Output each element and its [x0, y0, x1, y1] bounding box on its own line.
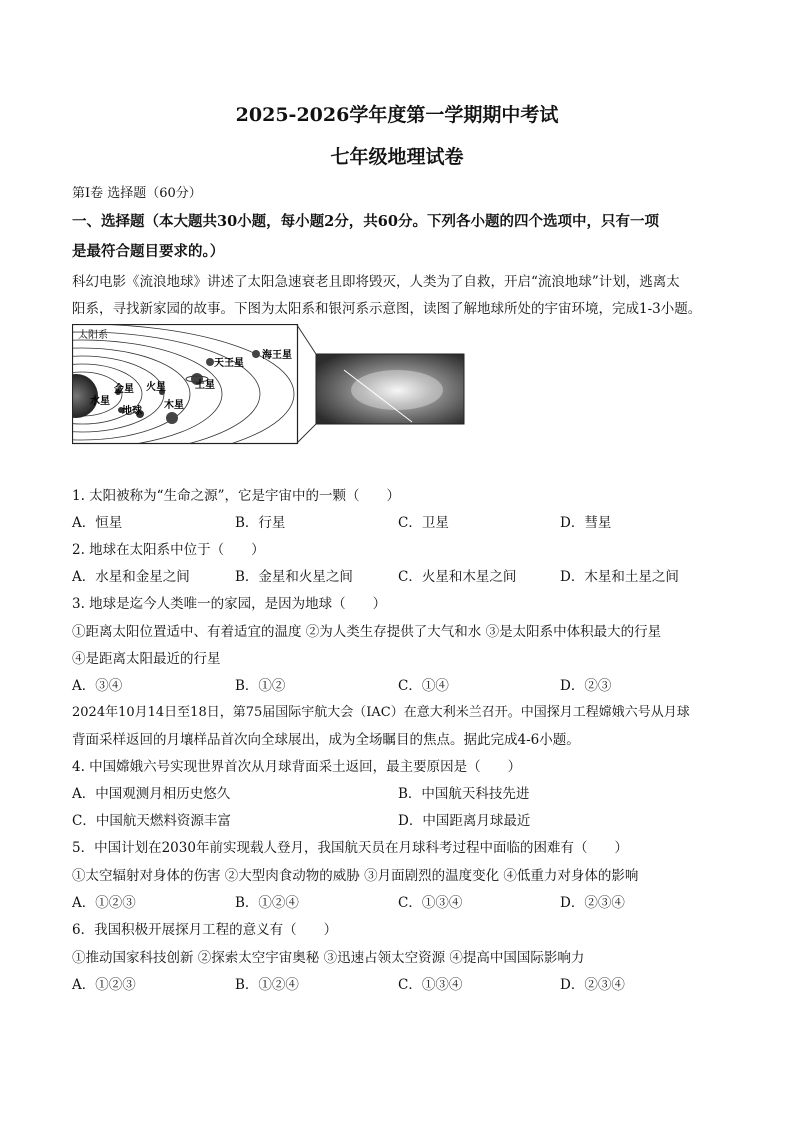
part1-instructions-line2: 是最符合题目要求的。）	[72, 243, 225, 260]
exam-title: 2025-2026学年度第一学期期中考试	[235, 104, 559, 126]
q2-option-a: A．水星和金星之间	[72, 569, 190, 585]
exam-subtitle: 七年级地理试卷	[330, 146, 464, 168]
q6-option-c: C．①③④	[398, 977, 463, 993]
q3-statements-line1: ①距离太阳位置适中、有着适宜的温度 ②为人类生存提供了大气和水 ③是太阳系中体积最大的行星	[72, 624, 662, 640]
passage2-line1: 2024年10月14日至18日，第75届国际宇航大会（IAC）在意大利米兰召开。中国探月工程嫦娥六号从月球	[72, 705, 690, 720]
question-1-stem: 1. 太阳被称为“生命之源”，它是宇宙中的一颗（ ）	[72, 488, 400, 504]
q1-option-d: D．彗星	[560, 515, 612, 531]
q1-option-a: A．恒星	[72, 515, 123, 531]
planet-label-saturn: 土星	[195, 380, 215, 391]
planet-label-mars: 火星	[146, 382, 166, 393]
question-6-stem: 6．我国积极开展探月工程的意义有（ ）	[72, 922, 338, 938]
q4-option-c: C．中国航天燃料资源丰富	[72, 813, 231, 829]
q6-option-a: A．①②③	[72, 977, 136, 993]
q2-option-c: C．火星和木星之间	[398, 569, 517, 585]
q4-option-d: D．中国距离月球最近	[398, 813, 531, 829]
q6-option-d: D．②③④	[560, 977, 625, 993]
passage1-line1: 科幻电影《流浪地球》讲述了太阳急速衰老且即将毁灭，人类为了自救，开启“流浪地球”计划，逃离太	[72, 274, 680, 290]
q6-option-b: B．①②④	[235, 977, 299, 993]
passage1-line2: 阳系，寻找新家园的故事。下图为太阳系和银河系示意图，读图了解地球所处的宇宙环境，完成1-3小题。	[72, 301, 702, 317]
planet-label-neptune: 海王星	[262, 350, 292, 361]
q5-option-b: B．①②④	[235, 895, 299, 911]
q6-statements: ①推动国家科技创新 ②探索太空宇宙奥秘 ③迅速占领太空资源 ④提高中国国际影响力	[72, 950, 585, 966]
section-header: 第Ⅰ卷 选择题（60分）	[72, 186, 202, 201]
question-2-stem: 2. 地球在太阳系中位于（ ）	[72, 542, 265, 558]
q4-option-a: A．中国观测月相历史悠久	[72, 786, 231, 802]
q3-option-b: B．①②	[235, 678, 286, 694]
solar-galaxy-figure	[72, 324, 472, 450]
planet-label-earth: 地球	[122, 406, 142, 417]
question-5-stem: 5．中国计划在2030年前实现载人登月，我国航天员在月球科考过程中面临的困难有（ ）	[72, 840, 628, 856]
q5-statements: ①太空辐射对身体的伤害 ②大型肉食动物的威胁 ③月面剧烈的温度变化 ④低重力对身体的影响	[72, 868, 639, 884]
q3-option-a: A．③④	[72, 678, 123, 694]
planet-label-venus: 金星	[114, 384, 134, 395]
q4-option-b: B．中国航天科技先进	[398, 786, 530, 802]
planet-label-mercury: 水星	[90, 396, 110, 407]
question-3-stem: 3. 地球是迄今人类唯一的家园，是因为地球（ ）	[72, 596, 387, 612]
q5-option-c: C．①③④	[398, 895, 463, 911]
part1-instructions-line1: 一、选择题（本大题共30小题，每小题2分，共60分。下列各小题的四个选项中，只有一项	[72, 213, 659, 230]
q3-option-d: D．②③	[560, 678, 612, 694]
q3-statements-line2: ④是距离太阳最近的行星	[72, 651, 221, 667]
q1-option-c: C．卫星	[398, 515, 449, 531]
planet-label-jupiter: 木星	[164, 400, 184, 411]
q5-option-a: A．①②③	[72, 895, 136, 911]
solar-system-label: 太阳系	[78, 330, 108, 341]
q2-option-d: D．木星和土星之间	[560, 569, 679, 585]
passage2-line2: 背面采样返回的月壤样品首次向全球展出，成为全场瞩目的焦点。据此完成4-6小题。	[72, 732, 580, 748]
q2-option-b: B．金星和火星之间	[235, 569, 353, 585]
planet-label-uranus: 天王星	[214, 358, 244, 369]
q3-option-c: C．①④	[398, 678, 449, 694]
q1-option-b: B．行星	[235, 515, 286, 531]
q5-option-d: D．②③④	[560, 895, 625, 911]
solar-galaxy-diagram	[72, 324, 472, 446]
question-4-stem: 4. 中国嫦娥六号实现世界首次从月球背面采土返回，最主要原因是（ ）	[72, 759, 522, 775]
